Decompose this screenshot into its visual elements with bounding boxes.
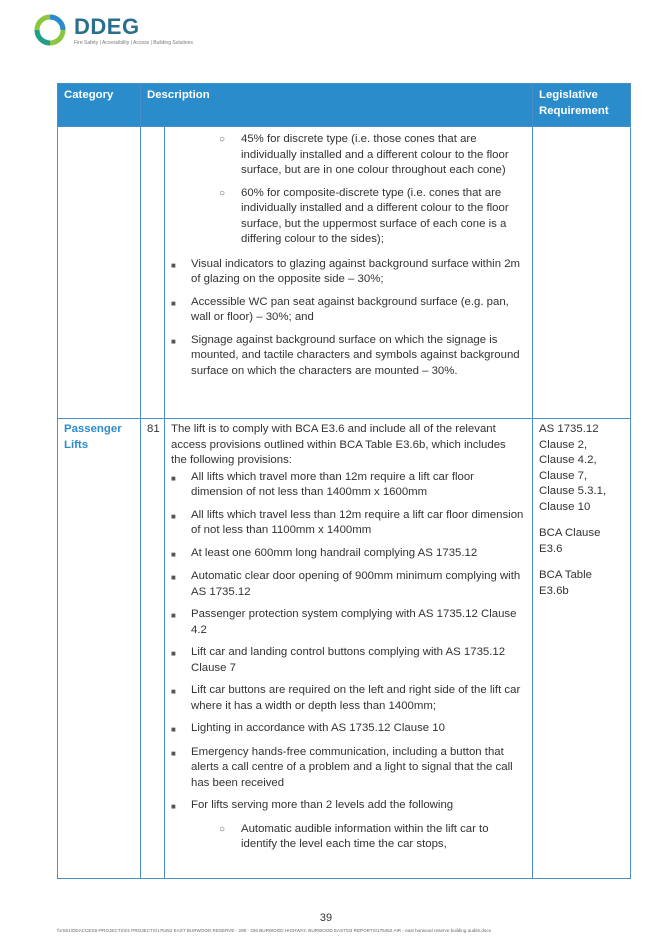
list-item: ■ All lifts which travel less than 12m require a lift car floor dimension of not less than 1100mm x 1400mm xyxy=(171,508,524,539)
cell-legislative-empty xyxy=(533,127,631,419)
list-item: ■ All lifts which travel more than 12m require a lift car floor dimension of not less than 1400mm x 1600mm xyxy=(171,470,524,501)
list-item: ○ 60% for composite-discrete type (i.e. cones that are individually installed and a different colour to the floor surface, but the uppermost surface of each cone is a differing colour to the sides); xyxy=(219,186,524,248)
list-item: ■ Signage against background surface on which the signage is mounted, and tactile characters and symbols against background surface on which the characters are mounted – 30%. xyxy=(171,333,524,380)
header-description: Description xyxy=(141,84,533,127)
header-category: Category xyxy=(58,84,141,127)
circle-bullet-icon: ○ xyxy=(219,187,226,199)
circle-bullet-icon: ○ xyxy=(219,823,226,835)
logo-name: DDEG xyxy=(74,14,140,39)
cell-description-lifts xyxy=(165,419,533,879)
list-item: ■ For lifts serving more than 2 levels add the following xyxy=(171,798,524,815)
square-bullet-icon: ■ xyxy=(171,725,176,734)
list-item: ○ 45% for discrete type (i.e. those cones that are individually installed and a different colour to the floor surface, but are in one colour throughout each cone) xyxy=(219,132,524,179)
page-number: 39 xyxy=(319,912,333,924)
cell-category-empty xyxy=(58,127,141,419)
square-bullet-icon: ■ xyxy=(171,511,176,521)
list-item: ■ Lighting in accordance with AS 1735.12 Clause 10 xyxy=(171,721,524,738)
cell-number-lifts: 81 xyxy=(141,419,165,879)
list-item: ■ Visual indicators to glazing against background surface within 2m of glazing on the opposite side – 30%; xyxy=(171,257,524,288)
list-item: ■ Passenger protection system complying with AS 1735.12 Clause 4.2 xyxy=(171,607,524,638)
square-bullet-icon: ■ xyxy=(171,298,176,308)
square-bullet-icon: ■ xyxy=(171,336,176,346)
table-row-continuation xyxy=(58,127,631,419)
square-bullet-icon: ■ xyxy=(171,549,176,559)
square-bullet-icon: ■ xyxy=(171,748,176,758)
list-item: ■ Lift car buttons are required on the left and right side of the lift car where it has a width or depth less than 1400mm; xyxy=(171,683,524,714)
file-path: \\VS01\DDACCESS-PROJECTS\01 PROJECTS\175452 EAST BURWOOD RESERVE - 298 - 336 BURWOOD HIGHWAY, BURWOOD EAST\03 REPORTS\175452 AIR - east burwood reserve building audits.docx xyxy=(57,928,491,933)
list-item: ○ Automatic audible information within the lift car to identify the level each time the car stops, xyxy=(219,822,524,853)
table-row-lifts xyxy=(58,419,631,879)
header-legislative: Legislative Requirement xyxy=(533,84,631,127)
logo-circle-icon xyxy=(34,14,66,46)
cell-number-empty xyxy=(141,127,165,419)
logo-tagline: Fire Safety | Accessibility | Access | Building Solutions xyxy=(74,40,193,46)
square-bullet-icon: ■ xyxy=(171,260,176,270)
lifts-intro: The lift is to comply with BCA E3.6 and include all of the relevant access provisions outlined within BCA Table E3.6b, which includes the following provisions: xyxy=(171,423,506,466)
list-item: ■ Automatic clear door opening of 900mm minimum complying with AS 1735.12 xyxy=(171,569,524,600)
square-bullet-icon: ■ xyxy=(171,649,176,658)
table-header-row xyxy=(58,84,631,127)
square-bullet-icon: ■ xyxy=(171,473,176,483)
circle-bullet-icon: ○ xyxy=(219,134,226,145)
requirements-table xyxy=(57,83,631,879)
cell-legislative-lifts xyxy=(533,419,631,879)
list-item: ■ Emergency hands-free communication, including a button that alerts a call centre of a problem and a light to signal that the call has been received xyxy=(171,745,524,792)
list-item: ■ At least one 600mm long handrail complying AS 1735.12 xyxy=(171,546,524,563)
cell-category-lifts: Passenger Lifts xyxy=(58,419,141,879)
legislative-ref: BCA Table E3.6b xyxy=(539,569,592,597)
square-bullet-icon: ■ xyxy=(171,611,176,620)
legislative-ref: BCA Clause E3.6 xyxy=(539,527,601,555)
square-bullet-icon: ■ xyxy=(171,802,176,811)
square-bullet-icon: ■ xyxy=(171,687,176,696)
list-item: ■ Lift car and landing control buttons complying with AS 1735.12 Clause 7 xyxy=(171,645,524,676)
legislative-ref: AS 1735.12 Clause 2, Clause 4.2, Clause 7, Clause 5.3.1, Clause 10 xyxy=(539,423,607,513)
cell-description-continuation xyxy=(165,127,533,419)
square-bullet-icon: ■ xyxy=(171,573,176,582)
list-item: ■ Accessible WC pan seat against background surface (e.g. pan, wall or floor) – 30%; and xyxy=(171,295,524,326)
company-logo xyxy=(34,14,224,50)
